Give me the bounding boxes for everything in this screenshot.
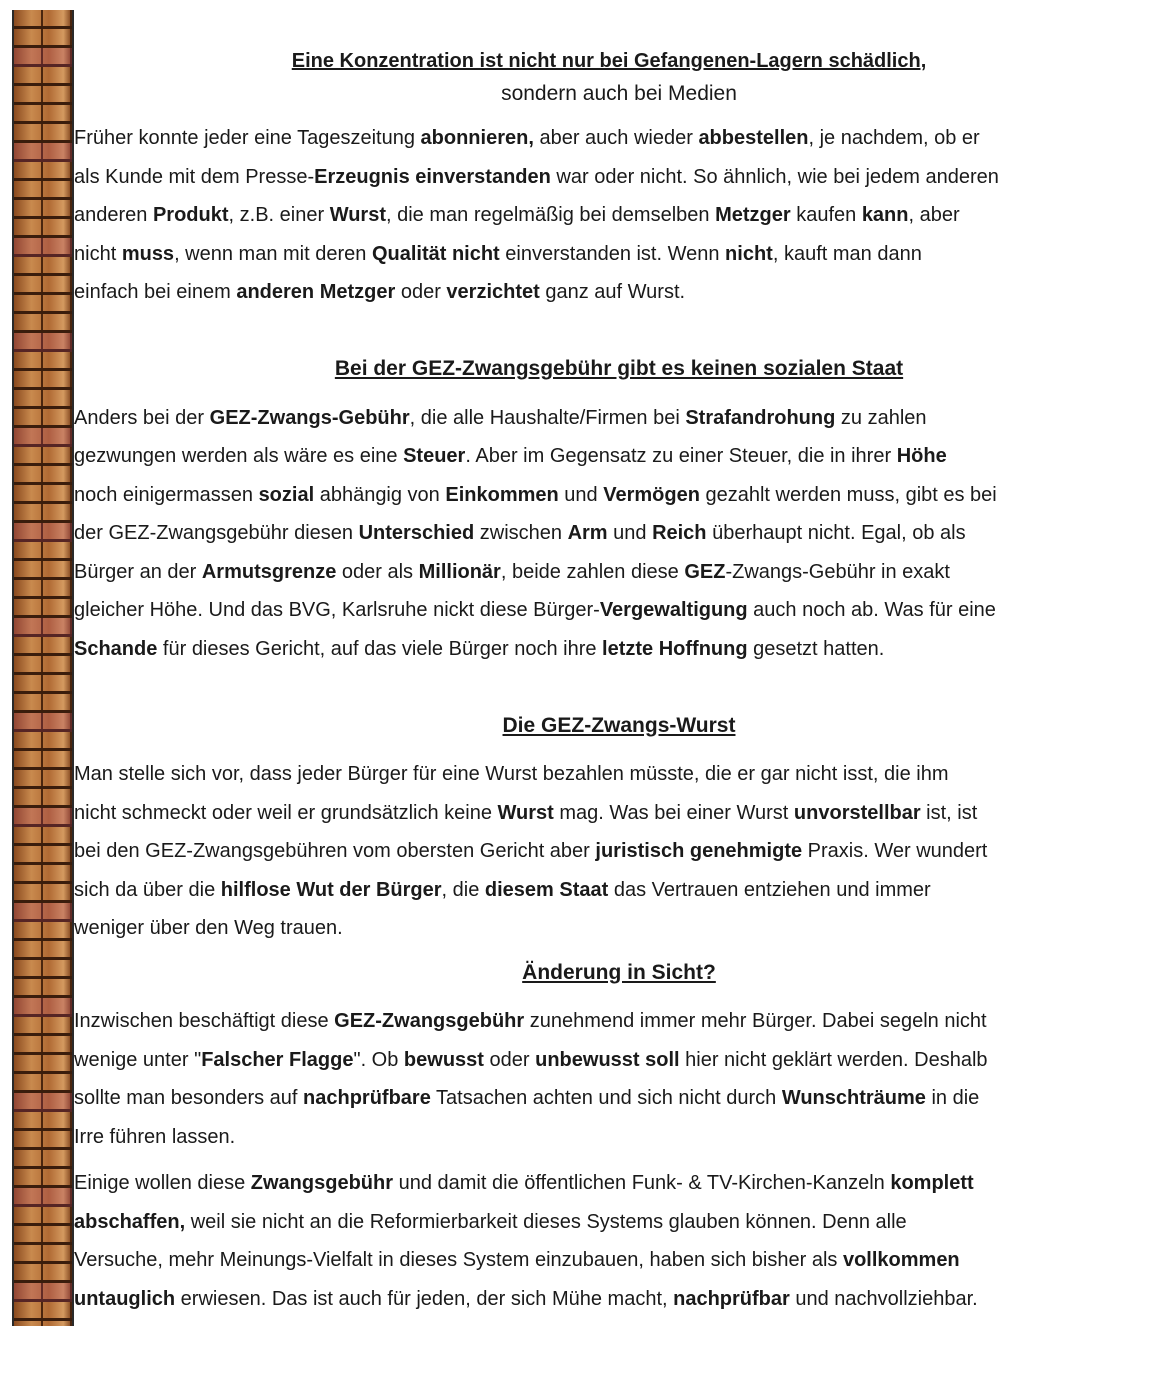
text-line	[74, 909, 1164, 948]
bold-text: abschaffen,	[74, 1210, 186, 1233]
text: in die	[925, 1087, 980, 1109]
bold-text: anderen Metzger	[236, 281, 396, 303]
text-line	[74, 1241, 1164, 1280]
text: bei den GEZ-Zwangsgebühren vom obersten Gericht aber	[74, 840, 596, 862]
bold-text: Erzeugnis einverstanden	[314, 165, 551, 188]
text: überhaupt nicht. Egal, ob als	[706, 522, 966, 544]
bold-text: Vermögen	[603, 483, 700, 506]
bold-text: Vergewaltigung	[599, 599, 748, 621]
text: weniger über den Weg trauen.	[74, 917, 343, 939]
text: , z.B. einer	[228, 204, 330, 226]
text: sollte man besonders auf	[74, 1087, 304, 1109]
bold-text: Reich	[652, 522, 707, 544]
text: , aber	[908, 204, 960, 226]
text: weil sie nicht an die Reformierbarkeit dieses Systems glauben können. Denn alle	[185, 1210, 907, 1233]
bold-text: komplett	[890, 1172, 974, 1194]
text-line	[74, 1002, 1164, 1041]
document-body	[74, 44, 1164, 1318]
bold-text: Höhe	[896, 445, 947, 467]
text-line	[74, 1203, 1164, 1242]
bold-text: abonnieren,	[420, 127, 534, 149]
brick-wall-border	[12, 10, 74, 1326]
text-line	[74, 591, 1164, 630]
text: , beide zahlen diese	[500, 560, 685, 583]
bold-text: Einkommen	[445, 483, 559, 506]
text: -Zwangs-Gebühr in exakt	[725, 560, 950, 583]
text: . Aber im Gegensatz zu einer Steuer, die in ihrer	[465, 445, 897, 467]
text: Inzwischen beschäftigt diese	[74, 1010, 335, 1032]
bold-text: hilflose Wut der Bürger	[220, 878, 442, 901]
text: oder	[483, 1048, 536, 1071]
bold-text: GEZ-Zwangs-Gebühr	[209, 406, 410, 429]
text-line	[74, 1041, 1164, 1080]
text: und	[607, 522, 653, 544]
text: nicht schmeckt oder weil er grundsätzlich keine	[74, 801, 498, 824]
bold-text: Arm	[567, 522, 608, 544]
text: das Vertrauen entziehen und immer	[608, 878, 931, 901]
text: zunehmend immer mehr Bürger. Dabei segeln nicht	[524, 1010, 987, 1032]
text: , wenn man mit deren	[174, 242, 372, 265]
text: gleicher Höhe. Und das BVG, Karlsruhe nickt diese Bürger-	[74, 599, 600, 621]
text: , die man regelmäßig bei demselben	[386, 204, 716, 226]
section-heading: Änderung in Sicht?	[522, 960, 716, 984]
text: , kauft man dann	[772, 242, 922, 265]
bold-text: Strafandrohung	[685, 406, 836, 429]
bold-text: Millionär	[418, 560, 501, 583]
text-line	[74, 794, 1164, 833]
text-line	[74, 158, 1164, 197]
paragraph	[74, 1002, 1164, 1156]
text: Irre führen lassen.	[74, 1125, 236, 1148]
paragraph	[74, 755, 1164, 948]
text-line	[74, 755, 1164, 794]
text: gesetzt hatten.	[747, 637, 885, 660]
text-line	[74, 514, 1164, 553]
text-line	[74, 553, 1164, 592]
bold-text: Zwangsgebühr	[250, 1172, 394, 1194]
text: , die alle Haushalte/Firmen bei	[409, 406, 686, 429]
bold-text: juristisch genehmigte	[595, 840, 803, 862]
text: Tatsachen achten und sich nicht durch	[430, 1087, 782, 1109]
bold-text: vollkommen	[842, 1249, 960, 1271]
bold-text: Wurst	[329, 204, 386, 226]
text: oder	[395, 281, 447, 303]
text-line	[74, 1118, 1164, 1157]
text: ganz auf Wurst.	[539, 281, 686, 303]
text: abhängig von	[314, 483, 446, 506]
bold-text: Metzger	[715, 204, 791, 226]
document-title: Eine Konzentration ist nicht nur bei Gefangenen-Lagern schädlich,	[291, 50, 927, 72]
bold-text: GEZ-Zwangsgebühr	[334, 1010, 525, 1032]
text-line	[74, 196, 1164, 235]
text: Einige wollen diese	[74, 1172, 251, 1194]
text: Früher konnte jeder eine Tageszeitung	[74, 127, 421, 149]
text: wenige unter "	[74, 1048, 202, 1071]
text: , je nachdem, ob er	[808, 127, 980, 149]
text: und damit die öffentlichen Funk- & TV-Kirchen-Kanzeln	[393, 1172, 891, 1194]
bold-text: Wurst	[497, 801, 554, 824]
text: hier nicht geklärt werden. Deshalb	[679, 1048, 988, 1071]
text: , die	[441, 878, 485, 901]
bold-text: kann	[861, 204, 909, 226]
text-line	[74, 1280, 1164, 1319]
text: und	[558, 483, 604, 506]
bold-text: sozial	[258, 483, 315, 506]
paragraph	[74, 399, 1164, 669]
text: gezahlt werden muss, gibt es bei	[699, 483, 997, 506]
text: Versuche, mehr Meinungs-Vielfalt in dieses System einzubauen, haben sich bisher als	[74, 1249, 843, 1271]
text: zu zahlen	[835, 406, 927, 429]
bold-text: Produkt	[152, 204, 229, 226]
text: Anders bei der	[74, 406, 210, 429]
text-line	[74, 871, 1164, 910]
text-line	[74, 437, 1164, 476]
text: als Kunde mit dem Presse-	[74, 165, 315, 188]
bold-text: Steuer	[403, 445, 466, 467]
text-line	[74, 399, 1164, 438]
text-line	[74, 1079, 1164, 1118]
text: gezwungen werden als wäre es eine	[74, 445, 404, 467]
text-line	[74, 476, 1164, 515]
text: auch noch ab. Was für eine	[747, 599, 996, 621]
bold-text: Schande	[74, 637, 158, 660]
text: oder als	[336, 560, 419, 583]
paragraph	[74, 1164, 1164, 1318]
bold-text: muss	[121, 242, 175, 265]
bold-text: nicht	[725, 242, 773, 265]
text: für dieses Gericht, auf das viele Bürger noch ihre	[157, 637, 603, 660]
bold-text: Falscher Flagge	[201, 1048, 354, 1071]
bold-text: Qualität nicht	[371, 242, 500, 265]
section-heading: Die GEZ-Zwangs-Wurst	[502, 713, 736, 737]
text: sich da über die	[74, 878, 221, 901]
bold-text: diesem Staat	[484, 878, 609, 901]
bold-text: unvorstellbar	[793, 801, 921, 824]
text-line	[74, 119, 1164, 158]
text: erwiesen. Das ist auch für jeden, der sich Mühe macht,	[175, 1287, 674, 1310]
bold-text: Unterschied	[358, 522, 475, 544]
text: ". Ob	[353, 1048, 404, 1071]
text-line	[74, 1164, 1164, 1203]
text: zwischen	[474, 522, 568, 544]
bold-text: nachprüfbare	[303, 1087, 431, 1109]
text: Praxis. Wer wundert	[802, 840, 988, 862]
text: noch einigermassen	[74, 483, 259, 506]
bold-text: unbewusst soll	[535, 1048, 680, 1071]
text: war oder nicht. So ähnlich, wie bei jedem anderen	[550, 165, 999, 188]
text-line	[74, 235, 1164, 274]
text: kaufen	[790, 204, 862, 226]
bold-text: abbestellen	[698, 127, 809, 149]
text: ist, ist	[920, 801, 978, 824]
text: einfach bei einem	[74, 281, 237, 303]
text: einverstanden ist. Wenn	[499, 242, 726, 265]
section-heading: Bei der GEZ-Zwangsgebühr gibt es keinen sozialen Staat	[334, 357, 904, 380]
bold-text: untauglich	[74, 1287, 176, 1310]
text: der GEZ-Zwangsgebühr diesen	[74, 522, 359, 544]
bold-text: Armutsgrenze	[201, 560, 337, 583]
text: aber auch wieder	[533, 127, 699, 149]
document-subtitle: sondern auch bei Medien	[501, 82, 737, 105]
text-line	[74, 832, 1164, 871]
bold-text: Wunschträume	[781, 1087, 926, 1109]
text-line	[74, 273, 1164, 312]
bold-text: GEZ	[684, 560, 726, 583]
text: Man stelle sich vor, dass jeder Bürger für eine Wurst bezahlen müsste, die er gar nicht isst, die ihm	[74, 763, 949, 785]
text: mag. Was bei einer Wurst	[553, 801, 794, 824]
bold-text: verzichtet	[446, 281, 540, 303]
bold-text: nachprüfbar	[673, 1287, 790, 1310]
bold-text: bewusst	[403, 1048, 484, 1071]
text-line	[74, 630, 1164, 669]
text: nicht	[74, 242, 122, 265]
text: Bürger an der	[74, 560, 202, 583]
text: und nachvollziehbar.	[789, 1287, 978, 1310]
bold-text: letzte Hoffnung	[602, 637, 748, 660]
text: anderen	[74, 204, 153, 226]
paragraph	[74, 119, 1164, 312]
